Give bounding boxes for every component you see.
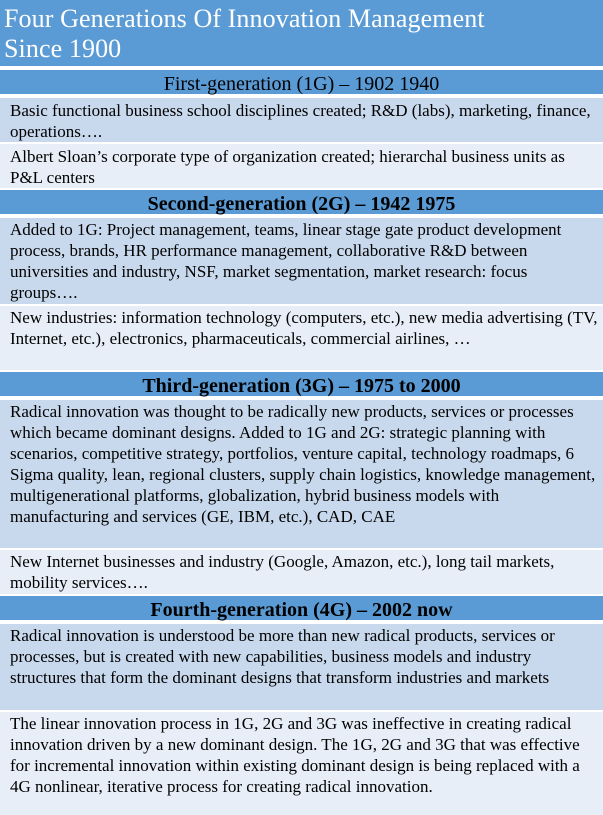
row-3g-internet-businesses: New Internet businesses and industry (Google, Amazon, etc.), long tail markets, mobility services…. <box>0 548 603 594</box>
row-3g-radical-innovation: Radical innovation was thought to be radically new products, services or processes which became dominant designs. Added to 1G and 2G: strategic planning with scenarios, competitive strategy, portfolios, venture capital, technology roadmaps, 6 Sigma quality, lean, regional clusters, supply chain logistics, knowledge management, multigenerational platforms, globalization, hybrid business models with manufacturing and services (GE, IBM, etc.), CAD, CAE <box>0 398 603 548</box>
row-1g-organization: Albert Sloan’s corporate type of organization created; hierarchal business units as P&L centers <box>0 142 603 188</box>
section-heading-1g: First-generation (1G) – 1902 1940 <box>0 68 603 96</box>
table-title <box>0 0 603 68</box>
title-line-2: Since 1900 <box>4 34 122 63</box>
section-heading-3g: Third-generation (3G) – 1975 to 2000 <box>0 370 603 398</box>
row-2g-industries: New industries: information technology (computers, etc.), new media advertising (TV, Internet, etc.), electronics, pharmaceuticals, commercial airlines, … <box>0 304 603 370</box>
row-4g-radical-innovation: Radical innovation is understood be more than new radical products, services or processes, but is created with new capabilities, business models and industry structures that form the dominant designs that transform industries and markets <box>0 622 603 710</box>
section-heading-2g: Second-generation (2G) – 1942 1975 <box>0 188 603 216</box>
row-2g-additions: Added to 1G: Project management, teams, linear stage gate product development process, brands, HR performance management, collaborative R&D between universities and industry, NSF, market segmentation, market research: focus groups…. <box>0 216 603 304</box>
section-heading-4g: Fourth-generation (4G) – 2002 now <box>0 594 603 622</box>
row-4g-linear-process: The linear innovation process in 1G, 2G and 3G was ineffective in creating radical innovation driven by a new dominant design. The 1G, 2G and 3G that was effective for incremental innovation within existing dominant design is being replaced with a 4G nonlinear, iterative process for creating radical innovation. <box>0 710 603 815</box>
row-1g-disciplines: Basic functional business school disciplines created; R&D (labs), marketing, finance, operations…. <box>0 96 603 142</box>
title-line-1: Four Generations Of Innovation Management <box>4 4 485 33</box>
